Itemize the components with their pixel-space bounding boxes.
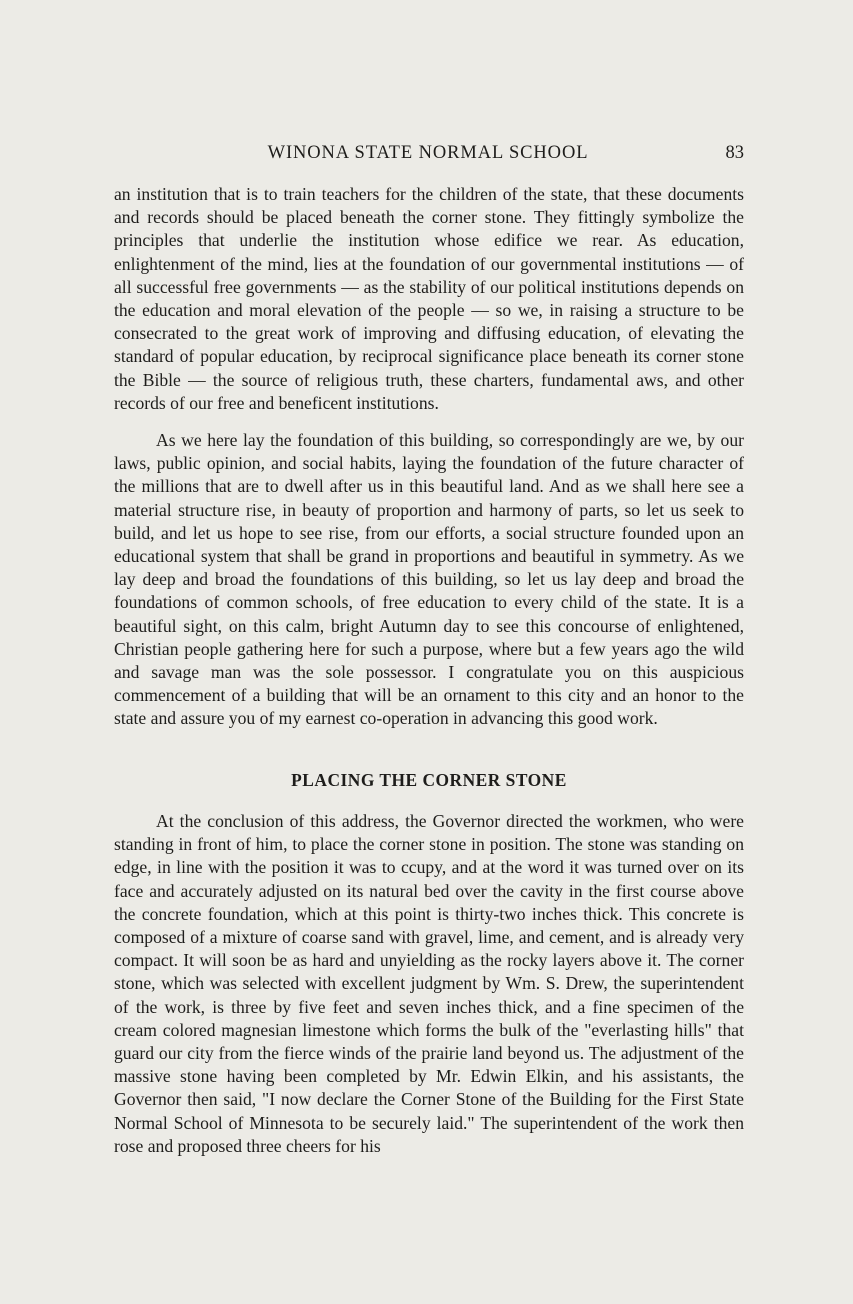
paragraph-foundation (114, 429, 744, 731)
paragraph-continued (114, 183, 744, 415)
running-head (112, 143, 744, 169)
running-title: WINONA STATE NORMAL SCHOOL (267, 143, 589, 163)
paragraph-text: As we here lay the foundation of this building, so correspondingly are we, by our laws, public opinion, and social habits, laying the foundation of the future character of the millions that are to dwell after us in this beautiful land. And as we shall here see a material structure rise, in beauty of proportion and harmony of parts, so let us seek to build, and let us hope to see rise, from our efforts, a social structure founded upon an educational system that shall be grand in proportions and beautiful in symmetry. As we lay deep and broad the foundations of this building, so let us lay deep and broad the foundations of common schools, of free education to every child of the state. It is a beautiful sight, on this calm, bright Autumn day to see this concourse of enlightened, Christian people gathering here for such a purpose, where but a few years ago the wild and savage man was the sole possessor. I congratulate you on this auspicious commencement of a building that will be an ornament to this city and an honor to the state and assure you of my earnest co-operation in advancing this good work. (114, 430, 744, 729)
page-number: 83 (725, 143, 744, 163)
paragraph-corner-stone (114, 810, 744, 1158)
paragraph-text: an institution that is to train teachers for the children of the state, that these documents and records should be placed beneath the corner stone. They fittingly symbolize the principles that underlie the institution whose edifice we rear. As education, enlightenment of the mind, lies at the foundation of our governmental institutions — of all successful free governments — as the stability of our political institutions depends on the education and moral elevation of the people — so we, in raising a structure to be consecrated to the great work of improving and diffusing education, of elevating the standard of popular education, by reciprocal significance place beneath its corner stone the Bible — the source of religious truth, these charters, fundamental aws, and other records of our free and beneficent institutions. (114, 184, 744, 413)
section-heading: PLACING THE CORNER STONE (291, 770, 567, 790)
paragraph-text: At the conclusion of this address, the Governor directed the workmen, who were standing in front of him, to place the corner stone in position. The stone was standing on edge, in line with the position it was to ccupy, and at the word it was turned over on its face and accurately adjusted on its natural bed over the cavity in the first course above the concrete foundation, which at this point is thirty-two inches thick. This concrete is composed of a mixture of coarse sand with gravel, lime, and cement, and is already very compact. It will soon be as hard and unyielding as the rocky layers above it. The corner stone, which was selected with excellent judgment by Wm. S. Drew, the superintendent of the work, is three by five feet and seven inches thick, and a fine specimen of the cream colored magnesian limestone which forms the bulk of the "everlasting hills" that guard our city from the fierce winds of the prairie land beyond us. The adjustment of the massive stone having been completed by Mr. Edwin Elkin, and his assistants, the Governor then said, "I now declare the Corner Stone of the Building for the First State Normal School of Minnesota to be securely laid." The superintendent of the work then rose and proposed three cheers for his (114, 811, 744, 1156)
